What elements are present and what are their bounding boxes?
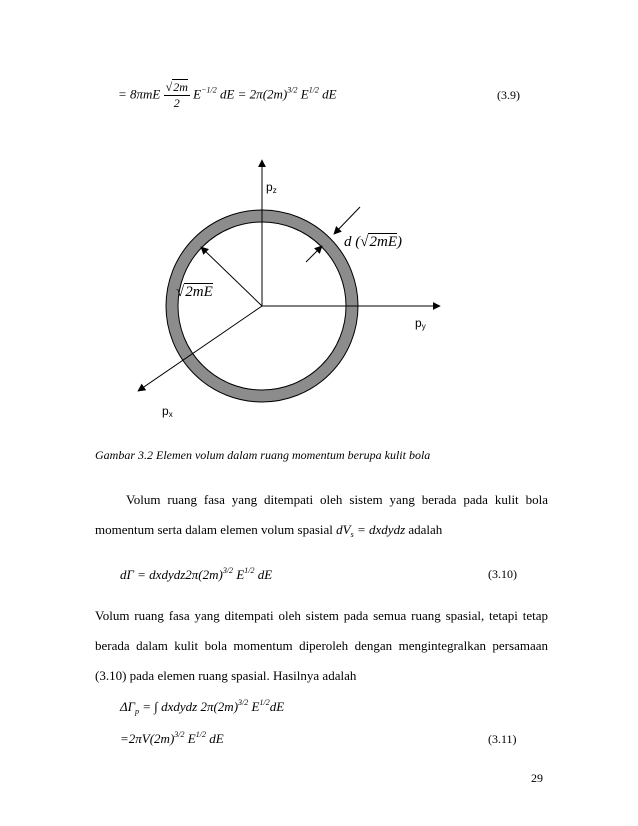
radius-label: √2mE [176, 284, 213, 300]
eq39-frac-num: 2m [173, 80, 188, 94]
eq39-exp3: 1/2 [308, 85, 319, 95]
eq39-part4: dE [322, 86, 337, 102]
paragraph-2: Volum ruang fasa yang ditempati oleh sistem pada semua ruang spasial, tetapi tetap berada dalam kulit bola momentum diperoleh dengan mengintegralkan persamaan (3.10) pada elemen ruang spasial. Hasilnya adalah [95, 608, 548, 683]
eq39-exp1: −1/2 [201, 85, 217, 95]
axis-py-label: py [415, 316, 426, 331]
eq311-number: (3.11) [488, 732, 517, 746]
shell-thickness-label: d (√2mE) [344, 234, 402, 250]
equation-3-11-line2: $=2\pi V(2m)^{3/2}$ $E^{1/2}$ dE [120, 730, 224, 746]
eq310-number: (3.10) [488, 567, 517, 581]
axis-px-label: px [162, 404, 173, 419]
eq39-part3: E [300, 86, 309, 102]
shell-arrow-outer [334, 207, 360, 234]
eq39-number: (3.9) [497, 88, 520, 102]
page-number: 29 [531, 771, 543, 785]
eq39-part2: dE = 2π(2m) [219, 86, 288, 102]
equation-3-10: $d\Gamma = dxdydz2\pi(2m)^{3/2}$ $E^{1/2}$ dE [120, 566, 273, 582]
axis-pz-label: pz [266, 180, 277, 195]
paragraph-1: Volum ruang fasa yang ditempati oleh sistem yang berada pada kulit bola momentum serta dalam elemen volum spasial $dV_s$ = dxdydz adalah [95, 492, 548, 539]
eq39-lead: = 8πmE [118, 86, 161, 102]
momentum-shell-figure [120, 155, 450, 425]
equation-3-11-line1: $\Delta\Gamma_p$ = ∫ dxdydz $2\pi(2m)^{3/2}$ $E^{1/2}dE$ [120, 698, 285, 716]
eq39-frac-den: 2 [173, 96, 180, 110]
eq39-exp2: 3/2 [287, 85, 298, 95]
eq39-fraction: $\frac{√2m}{2}$ [165, 80, 188, 110]
figure-caption: Gambar 3.2 Elemen volum dalam ruang momentum berupa kulit bola [95, 448, 431, 462]
eq39-part1: E [193, 86, 202, 102]
equation-3-9 [118, 80, 337, 111]
